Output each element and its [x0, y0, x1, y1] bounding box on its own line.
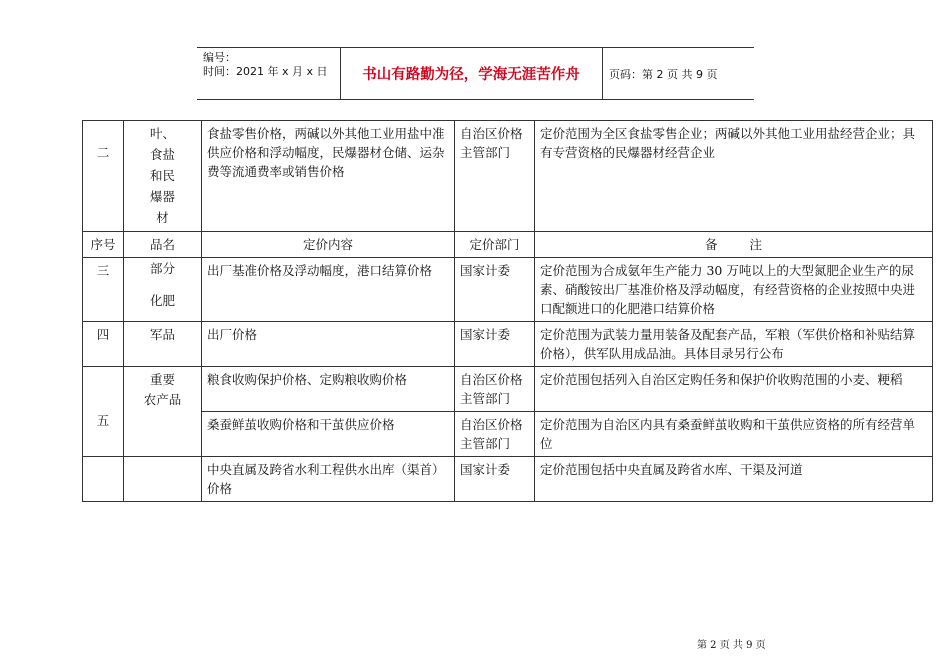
pricing-content: 粮食收购保护价格、定购粮收购价格	[202, 367, 455, 412]
table-row	[83, 258, 933, 322]
product-name: 军品	[124, 322, 202, 367]
product-name	[124, 457, 202, 502]
row-number: 五	[83, 367, 124, 457]
row-number: 四	[83, 322, 124, 367]
row-number	[83, 457, 124, 502]
row-number: 三	[83, 258, 124, 322]
pricing-content: 出厂价格	[202, 322, 455, 367]
pricing-content: 中央直属及跨省水利工程供水出库（渠首）价格	[202, 457, 455, 502]
remarks: 定价范围为全区食盐零售企业；两碱以外其他工业用盐经营企业；具有专营资格的民爆器材经营企业	[535, 121, 933, 232]
table-row	[83, 322, 933, 367]
col-header-note	[535, 232, 933, 258]
pricing-dept: 国家计委	[455, 322, 535, 367]
header-motto: 书山有路勤为径，学海无涯苦作舟	[362, 67, 580, 83]
table-row	[83, 121, 933, 232]
row-number: 二	[83, 121, 124, 232]
product-name-text: 叶、 食盐 和民 爆器 材	[149, 126, 175, 225]
product-name-text: 重要 农产品	[143, 372, 182, 407]
page-footer: 第 2 页 共 9 页	[697, 640, 766, 651]
header-code-label: 编号：	[203, 51, 236, 64]
header-meta	[203, 51, 328, 79]
pricing-table	[82, 120, 933, 502]
page-header	[197, 47, 754, 100]
product-name	[124, 367, 202, 457]
header-time: 时间：2021 年 x 月 x 日	[203, 65, 328, 78]
remarks: 定价范围包括列入自治区定购任务和保护价收购范围的小麦、粳稻	[535, 367, 933, 412]
table-row	[83, 367, 933, 412]
remarks: 定价范围为合成氨年生产能力 30 万吨以上的大型氮肥企业生产的尿素、硝酸铵出厂基准价格及浮动幅度，有经营资格的企业按照中央进口配额进口的化肥港口结算价格	[535, 258, 933, 322]
col-header-note-b: 注	[749, 237, 763, 252]
pricing-dept: 国家计委	[455, 457, 535, 502]
pricing-content: 食盐零售价格，两碱以外其他工业用盐中准供应价格和浮动幅度，民爆器材仓储、运杂费等流通费率或销售价格	[202, 121, 455, 232]
pricing-dept: 自治区价格主管部门	[455, 121, 535, 232]
col-header-item: 品名	[124, 232, 202, 258]
header-divider	[602, 48, 603, 99]
table-row	[83, 412, 933, 457]
pricing-dept: 自治区价格主管部门	[455, 412, 535, 457]
remarks: 定价范围包括中央直属及跨省水库、干渠及河道	[535, 457, 933, 502]
col-header-content: 定价内容	[202, 232, 455, 258]
remarks: 定价范围为自治区内具有桑蚕鲜茧收购和干茧供应资格的所有经营单位	[535, 412, 933, 457]
remarks: 定价范围为武装力量用装备及配套产品，军粮（军供价格和补贴结算价格），供军队用成品油。具体目录另行公布	[535, 322, 933, 367]
table-row	[83, 457, 933, 502]
pricing-dept: 国家计委	[455, 258, 535, 322]
col-header-note-a: 备	[704, 237, 718, 252]
pricing-dept: 自治区价格主管部门	[455, 367, 535, 412]
product-name	[124, 258, 202, 322]
table-header-row	[83, 232, 933, 258]
col-header-no: 序号	[83, 232, 124, 258]
pricing-content: 出厂基准价格及浮动幅度，港口结算价格	[202, 258, 455, 322]
product-name-text: 部分 化肥	[149, 261, 175, 308]
product-name	[124, 121, 202, 232]
pricing-content: 桑蚕鲜茧收购价格和干茧供应价格	[202, 412, 455, 457]
col-header-dept: 定价部门	[455, 232, 535, 258]
header-page-code: 页码：第 2 页 共 9 页	[609, 68, 718, 81]
